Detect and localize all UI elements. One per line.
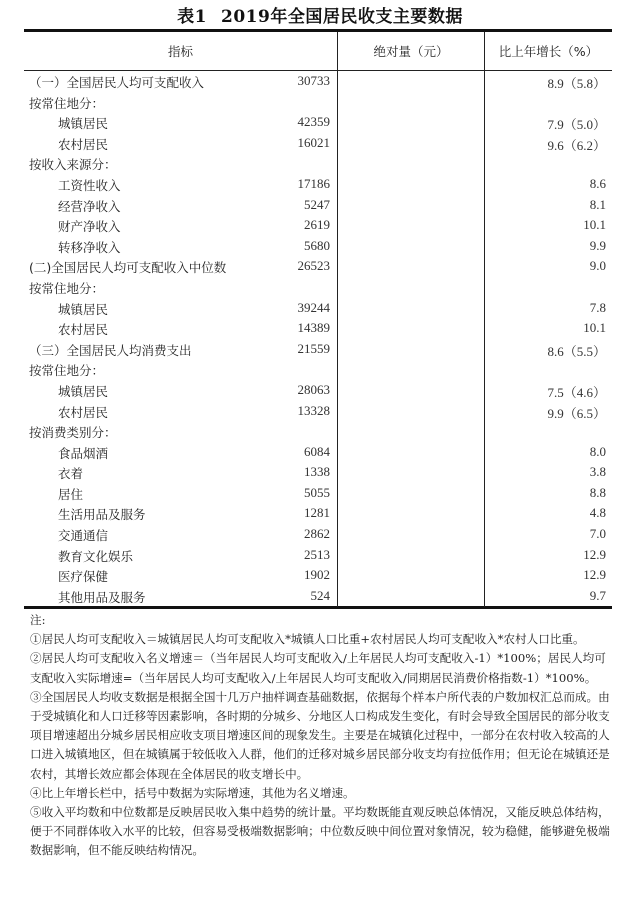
row-growth: 8.1 [589,196,606,212]
row-label: 城镇居民 [58,116,109,132]
row-growth: 7.5（4.6） [547,384,606,400]
row-label: （三）全国居民人均消费支出 [29,342,192,358]
table-row [24,586,612,607]
row-label: 按常住地分： [29,363,105,379]
row-value: 2513 [304,546,330,562]
table-title [0,2,640,27]
row-growth: 10.1 [583,320,606,336]
table-row [24,503,612,524]
table-row [24,359,612,380]
row-growth: 8.6 [589,175,606,191]
row-growth: 9.7 [589,587,606,603]
table-row [24,256,612,277]
row-label: 农村居民 [58,404,109,420]
row-growth: 8.9（5.8） [547,76,606,91]
row-value: 16021 [297,134,330,150]
row-growth: 12.9 [583,567,606,583]
row-label: 城镇居民 [58,301,109,317]
row-growth: 10.1 [583,217,606,233]
table-row [24,565,612,586]
row-label: 交通通信 [58,528,109,544]
row-label: 生活用品及服务 [58,507,146,523]
row-growth: 8.8 [589,484,606,500]
row-label: 工资性收入 [58,177,121,193]
header-growth: 比上年增长（%） [498,44,599,59]
note-2: ②居民人均可支配收入名义增速＝（当年居民人均可支配收入/上年居民人均可支配收入-1）*100%；居民人均可支配收入实际增速=（当年居民人均可支配收入/上年居民人均可支配收入/同期居民消费价格指数-1）*100%。 [30,651,606,685]
row-label: 转移净收入 [58,239,121,255]
table-row [24,236,612,257]
row-label: (二)全国居民人均可支配收入中位数 [29,260,227,276]
table-row [24,133,612,154]
table-row [24,153,612,174]
note-5: ⑤收入平均数和中位数都是反映居民收入集中趋势的统计量。平均数既能直观反映总体情况，又能反映总体结构，便于不同群体收入水平的比较，但容易受极端数据影响；中位数反映中间位置对象情况，较为稳健，能够避免极端数据影响，但不能反映结构情况。 [30,805,610,858]
row-value: 2862 [304,526,330,542]
table-row [24,483,612,504]
table-row [24,380,612,401]
row-label: （一）全国居民人均可支配收入 [29,75,205,90]
row-value: 1902 [304,567,330,583]
row-label: 农村居民 [58,136,109,152]
table-row [24,421,612,442]
row-growth: 8.0 [589,443,606,459]
notes-heading: 注: [30,613,46,627]
row-label: 教育文化娱乐 [58,548,134,564]
row-value: 30733 [297,73,330,88]
table-row [24,195,612,216]
row-growth: 3.8 [589,464,606,480]
table-bottom-rule [24,606,612,609]
note-4: ④比上年增长栏中，括号中数据为实际增速，其他为名义增速。 [30,785,355,800]
row-label: 医疗保健 [58,569,109,585]
row-growth: 7.9（5.0） [547,117,606,133]
note-3: ③全国居民人均收支数据是根据全国十几万户抽样调查基础数据，依据每个样本户所代表的户数加权汇总而成。由于受城镇化和人口迁移等因素影响，各时期的分城乡、分地区人口构成发生变化，有时会导致全国居民的部分收支项目增速超出分城乡居民相应收支项目增速区间的现象发生。主要是在城镇化过程中，一部分在农村收入较高的人口进入城镇地区，但在城镇属于较低收入人群，他们的迁移对城乡居民部分收支均有拉低作用；但无论在城镇还是农村，其增长效应都会体现在全体居民的收支增长中。 [30,689,610,781]
note-1: ①居民人均可支配收入＝城镇居民人均可支配收入*城镇人口比重+农村居民人均可支配收入*农村人口比重。 [30,632,585,647]
row-value: 2619 [304,217,330,233]
row-label: 食品烟酒 [58,445,109,461]
row-value: 6084 [304,443,330,459]
row-label: 按常住地分： [29,95,105,111]
row-label: 按常住地分： [29,280,105,296]
table-title-text: 2019年全国居民收支主要数据 [221,7,463,27]
row-value: 5055 [304,484,330,500]
table-row [24,462,612,483]
row-label: 按收入来源分： [29,157,117,173]
row-growth: 8.6（5.5） [547,343,606,359]
row-label: 居住 [58,486,84,502]
row-value: 14389 [297,320,330,336]
row-value: 28063 [297,381,330,397]
table-row [24,174,612,195]
row-value: 17186 [297,175,330,191]
table-row [24,401,612,422]
table-row [24,545,612,566]
row-value: 13328 [297,402,330,418]
table-row [24,112,612,133]
table-number: 表1 [177,7,207,27]
row-growth: 9.9（6.5） [547,405,606,421]
header-indicator: 指标 [167,44,193,59]
row-growth: 9.6（6.2） [547,137,606,153]
row-growth: 9.9 [589,237,606,253]
row-label: 其他用品及服务 [58,589,146,605]
row-growth: 7.0 [589,526,606,542]
row-label: 衣着 [58,466,84,482]
table-row [24,277,612,298]
table-row [24,71,612,92]
row-label: 农村居民 [58,322,109,338]
row-growth: 4.8 [589,505,606,521]
row-value: 21559 [297,340,330,356]
table-row [24,524,612,545]
row-value: 1281 [304,505,330,521]
row-growth: 9.0 [589,258,606,274]
row-value: 39244 [297,299,330,315]
table-row [24,298,612,319]
row-value: 26523 [297,258,330,274]
row-label: 财产净收入 [58,219,121,235]
table-row [24,92,612,113]
row-growth: 7.8 [589,299,606,315]
header-absolute-value: 绝对量（元） [373,44,449,59]
row-value: 524 [310,587,330,603]
row-label: 城镇居民 [58,383,109,399]
row-value: 1338 [304,464,330,480]
row-value: 5680 [304,237,330,253]
table-row [24,215,612,236]
table-row [24,339,612,360]
table-row [24,318,612,339]
table-notes [30,611,615,861]
row-growth: 12.9 [583,546,606,562]
row-label: 经营净收入 [58,198,121,214]
table-row [24,442,612,463]
row-label: 按消费类别分： [29,425,117,441]
row-value: 5247 [304,196,330,212]
row-value: 42359 [297,114,330,130]
table-body [24,71,612,606]
